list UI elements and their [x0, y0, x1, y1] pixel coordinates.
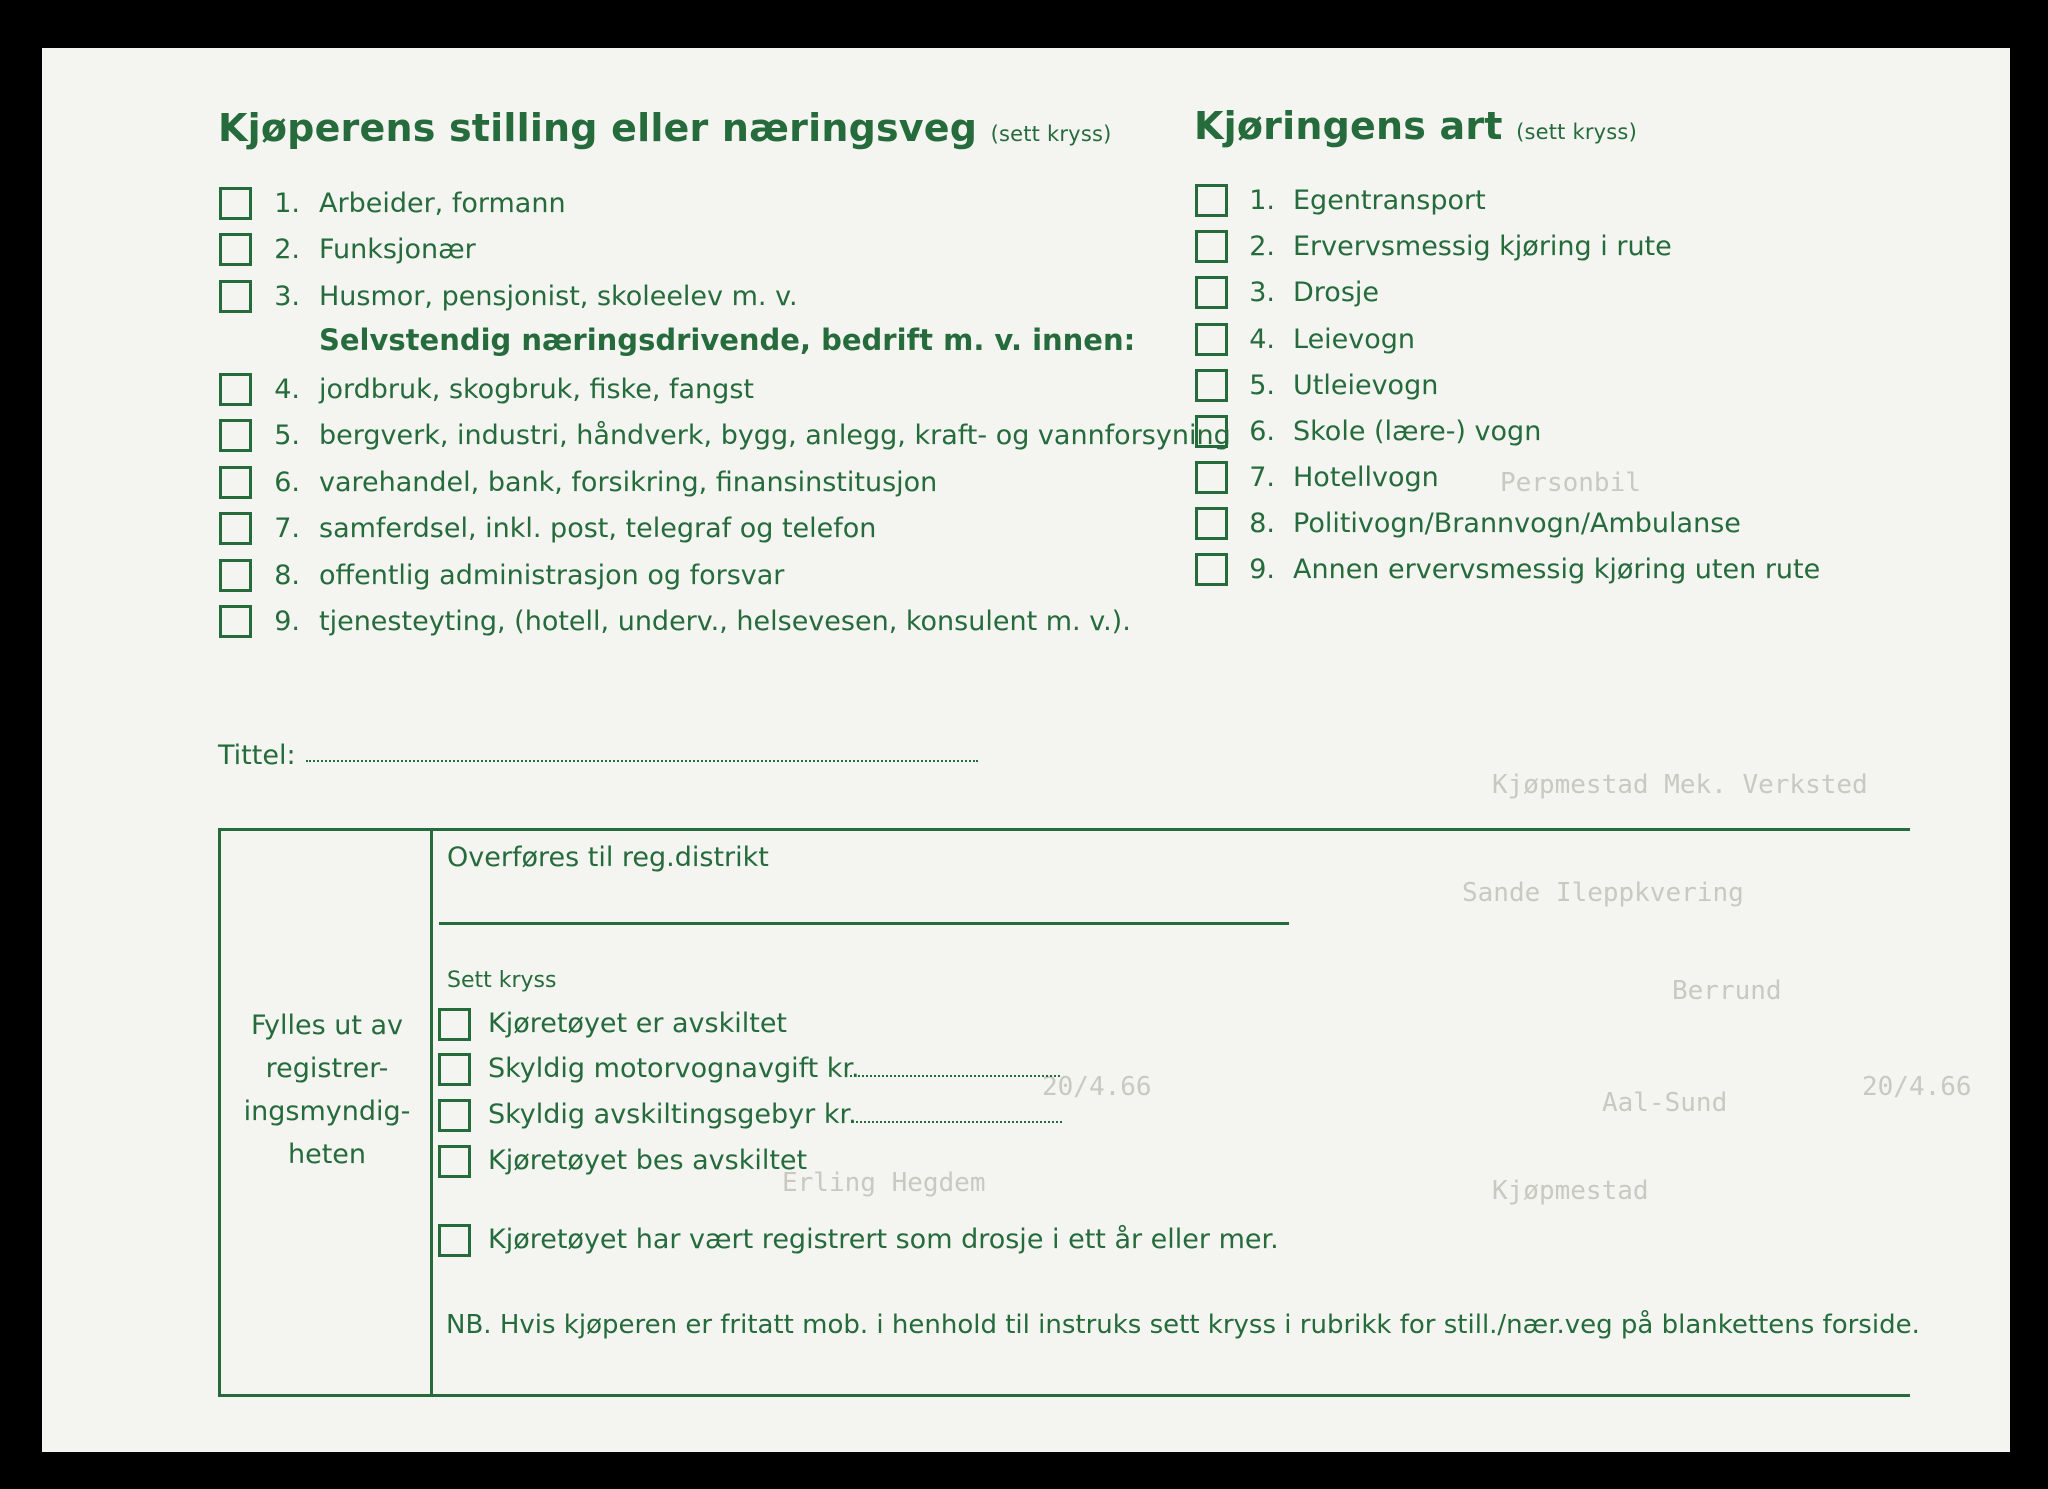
authority-label: Fylles ut av registrer-ingsmyndig-heten [243, 1010, 411, 1170]
checkbox-husmor[interactable] [219, 280, 252, 313]
item-label: Utleievogn [1293, 370, 1439, 401]
checkbox-skolevogn[interactable] [1195, 415, 1228, 448]
item-number: 5. [1249, 370, 1275, 401]
checkbox-avskiltingsgebyr[interactable] [438, 1099, 471, 1132]
checkbox-politivogn[interactable] [1195, 507, 1228, 540]
avskiltingsgebyr-amount-field[interactable] [852, 1121, 1062, 1123]
show-through-text: 20/4.66 [1862, 1072, 1972, 1102]
item-label: Politivogn/Brannvogn/Ambulanse [1293, 508, 1741, 539]
item-number: 7. [1249, 462, 1275, 493]
item-label: offentlig administrasjon og forsvar [319, 560, 785, 591]
item-number: 2. [274, 234, 300, 265]
show-through-text: 20/4.66 [1042, 1072, 1152, 1102]
checkbox-arbeider[interactable] [219, 187, 252, 220]
transfer-field-line[interactable] [439, 922, 1289, 925]
item-label: tjenesteyting, (hotell, underv., helsevesen, konsulent m. v.). [319, 606, 1131, 637]
check-label: Skyldig avskiltingsgebyr kr. [488, 1099, 857, 1130]
item-number: 4. [1249, 324, 1275, 355]
show-through-text: Sande Ileppkvering [1462, 878, 1744, 908]
item-label: Annen ervervsmessig kjøring uten rute [1293, 554, 1821, 585]
item-label: varehandel, bank, forsikring, finansinstitusjon [319, 467, 938, 498]
sett-kryss-label: Sett kryss [447, 968, 557, 993]
show-through-text: Berrund [1672, 976, 1782, 1006]
item-number: 7. [274, 513, 300, 544]
item-label: Hotellvogn [1293, 462, 1439, 493]
item-number: 4. [274, 374, 300, 405]
checkbox-varehandel[interactable] [219, 466, 252, 499]
item-number: 3. [1249, 277, 1275, 308]
item-number: 5. [274, 420, 300, 451]
item-number: 6. [274, 467, 300, 498]
item-number: 6. [1249, 416, 1275, 447]
box-bottom-rule [218, 1394, 1910, 1397]
checkbox-funksjonaer[interactable] [219, 233, 252, 266]
show-through-text: Aal-Sund [1602, 1088, 1728, 1118]
right-title-text: Kjøringens art [1194, 104, 1503, 148]
checkbox-bergverk[interactable] [219, 419, 252, 452]
item-number: 8. [274, 560, 300, 591]
checkbox-bes-avskiltet[interactable] [438, 1145, 471, 1178]
item-label: samferdsel, inkl. post, telegraf og telefon [319, 513, 877, 544]
nb-note: NB. Hvis kjøperen er fritatt mob. i henhold til instruks sett kryss i rubrikk for still./nær.veg på blankettens forside. [446, 1310, 1920, 1340]
left-title-text: Kjøperens stilling eller næringsveg [218, 106, 978, 150]
item-label: Leievogn [1293, 324, 1416, 355]
check-label: Kjøretøyet bes avskiltet [488, 1145, 808, 1176]
show-through-text: Erling Hegdem [782, 1168, 986, 1198]
show-through-text: Personbil [1500, 468, 1641, 498]
checkbox-tjenesteyting[interactable] [219, 605, 252, 638]
checkbox-hotellvogn[interactable] [1195, 461, 1228, 494]
check-label: Kjøretøyet er avskiltet [488, 1008, 788, 1039]
item-number: 2. [1249, 231, 1275, 262]
left-section-title [218, 106, 1112, 150]
left-title-hint: (sett kryss) [990, 122, 1112, 146]
item-label: Drosje [1293, 277, 1379, 308]
checkbox-jordbruk[interactable] [219, 373, 252, 406]
item-number: 9. [274, 606, 300, 637]
item-number: 3. [274, 281, 300, 312]
item-label: Funksjonær [319, 234, 476, 265]
item-label: Ervervsmessig kjøring i rute [1293, 231, 1672, 262]
item-number: 1. [1249, 185, 1275, 216]
checkbox-samferdsel[interactable] [219, 512, 252, 545]
subheading: Selvstendig næringsdrivende, bedrift m. v. innen: [319, 323, 1136, 357]
checkbox-drosje-ett-ar[interactable] [438, 1224, 471, 1257]
checkbox-utleievogn[interactable] [1195, 369, 1228, 402]
motorvognavgift-amount-field[interactable] [850, 1075, 1060, 1077]
drosje-check-label: Kjøretøyet har vært registrert som drosje i ett år eller mer. [488, 1224, 1279, 1255]
check-label: Skyldig motorvognavgift kr. [488, 1053, 860, 1084]
checkbox-drosje[interactable] [1195, 276, 1228, 309]
right-section-title [1194, 104, 1637, 148]
right-title-hint: (sett kryss) [1516, 120, 1637, 144]
tittel-label: Tittel: [218, 740, 296, 771]
checkbox-avskiltet[interactable] [438, 1008, 471, 1041]
item-label: bergverk, industri, håndverk, bygg, anlegg, kraft- og vannforsyning [319, 420, 1231, 451]
tittel-field[interactable] [306, 760, 978, 762]
item-number: 8. [1249, 508, 1275, 539]
checkbox-annen-kjoring[interactable] [1195, 553, 1228, 586]
item-number: 1. [274, 188, 300, 219]
box-left-rule [218, 828, 221, 1397]
checkbox-egentransport[interactable] [1195, 184, 1228, 217]
show-through-text: Kjøpmestad Mek. Verksted [1492, 770, 1868, 800]
transfer-label: Overføres til reg.distrikt [447, 842, 769, 873]
item-label: Skole (lære-) vogn [1293, 416, 1542, 447]
item-label: Arbeider, formann [319, 188, 566, 219]
checkbox-offentlig[interactable] [219, 559, 252, 592]
checkbox-motorvognavgift[interactable] [438, 1053, 471, 1086]
checkbox-leievogn[interactable] [1195, 323, 1228, 356]
form-sheet [42, 48, 2010, 1452]
item-label: Egentransport [1293, 185, 1486, 216]
box-divider [430, 828, 433, 1397]
show-through-text: Kjøpmestad [1492, 1176, 1649, 1206]
item-label: jordbruk, skogbruk, fiske, fangst [319, 374, 754, 405]
box-top-rule [218, 828, 1910, 831]
item-label: Husmor, pensjonist, skoleelev m. v. [319, 281, 798, 312]
checkbox-rute[interactable] [1195, 230, 1228, 263]
item-number: 9. [1249, 554, 1275, 585]
